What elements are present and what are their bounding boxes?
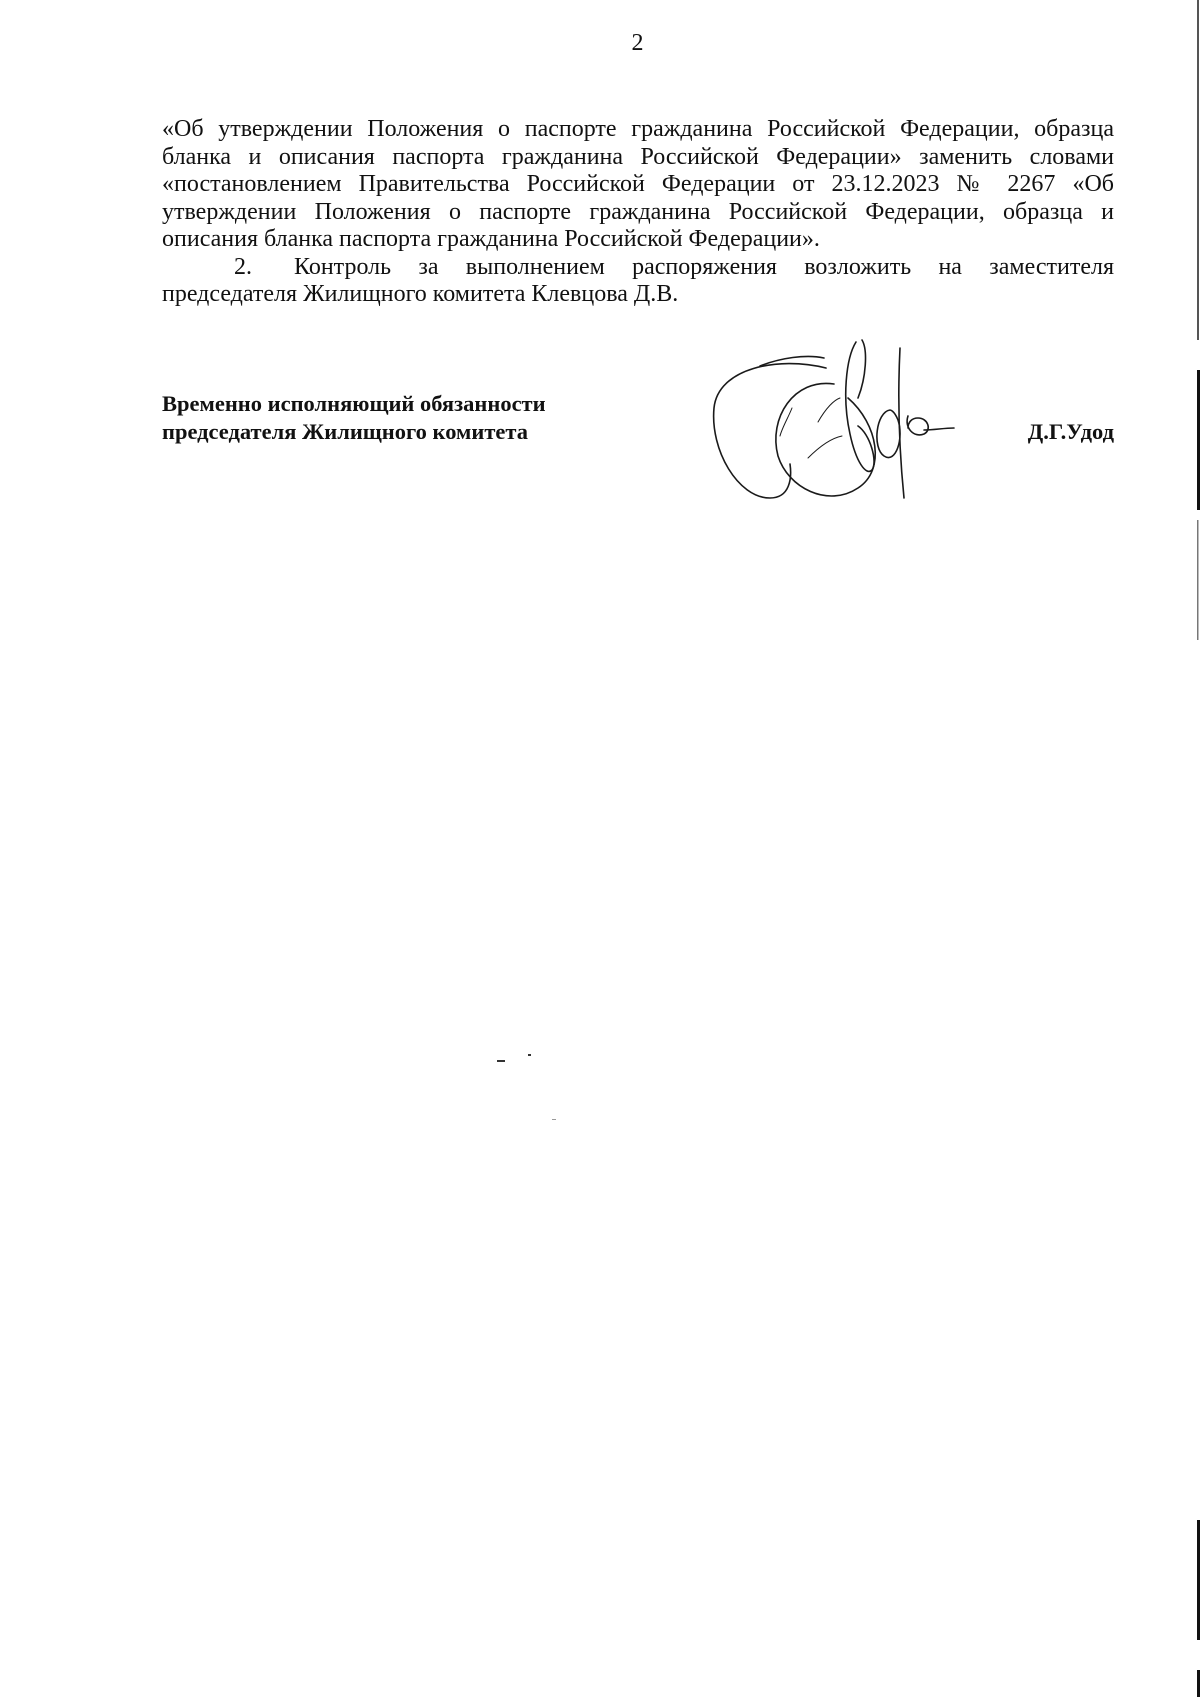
scan-speck	[552, 1119, 556, 1120]
signer-name: Д.Г.Удод	[1027, 419, 1114, 444]
page-number: 2	[631, 30, 644, 56]
scan-edge-artifact	[1196, 0, 1200, 1697]
scan-speck	[528, 1054, 531, 1056]
list-item-number: 2.	[234, 253, 252, 280]
handwritten-signature-icon	[708, 338, 958, 518]
signer-position	[162, 390, 546, 445]
paragraph-continuation: «Об утверждении Положения о паспорте гражданина Российской Федерации, образца бланка и описания паспорта гражданина Российской Федерации» заменить словами «постановлением Правительства Российской Федерации от 23.12.2023 № 2267 «Об утверждении Положения о паспорте гражданина Российской Федерации, образца и описания бланка паспорта гражданина Российской Федерации».	[162, 116, 1114, 252]
list-item	[162, 254, 1114, 309]
list-item-text: Контроль за выполнением распоряжения возложить на заместителя председателя Жилищного комитета Клевцова Д.В.	[162, 253, 1114, 307]
document-body	[162, 116, 1114, 309]
signer-position-line-1: Временно исполняющий обязанности	[162, 391, 546, 416]
scan-speck	[497, 1060, 505, 1062]
signer-position-line-2: председателя Жилищного комитета	[162, 418, 528, 444]
